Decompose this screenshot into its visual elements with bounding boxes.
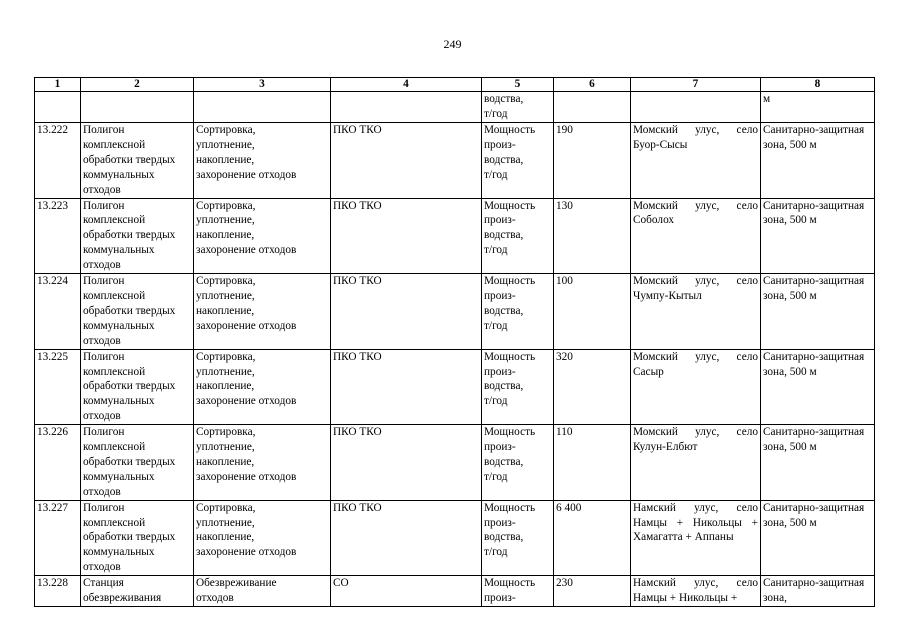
cell-location: Намский улус, село Намцы + Никольцы + — [631, 576, 761, 607]
cell-location: Момский улус, село Чумпу-Кытыл — [631, 274, 761, 350]
col-header-2: 2 — [81, 78, 194, 92]
cell-location: Момский улус, село Кулун-Елбют — [631, 425, 761, 501]
cell-num: 13.226 — [35, 425, 81, 501]
cell-zone: Санитарно-защитная зона, 500 м — [761, 198, 875, 274]
cell-zone: Санитарно-защитная зона, 500 м — [761, 500, 875, 576]
table-row — [35, 274, 875, 350]
cell-name: Полигон комплексной обработки твердых коммунальных отходов — [81, 198, 194, 274]
cell-activity: Сортировка, уплотнение, накопление, захоронение отходов — [194, 425, 331, 501]
cell-capacity: Мощность произ- водства, т/год — [482, 425, 554, 501]
cell-zone: Санитарно-защитная зона, 500 м — [761, 349, 875, 425]
cell-zone: Санитарно-защитная зона, 500 м — [761, 274, 875, 350]
cell-activity: Обезвреживание отходов — [194, 576, 331, 607]
cell-num: 13.228 — [35, 576, 81, 607]
cell-name: Станция обезвреживания — [81, 576, 194, 607]
cell-name: Полигон комплексной обработки твердых коммунальных отходов — [81, 274, 194, 350]
data-table — [34, 77, 875, 607]
cell-location: Момский улус, село Буор-Сысы — [631, 123, 761, 199]
cell-capacity: Мощность произ- водства, т/год — [482, 123, 554, 199]
cell-location: Намский улус, село Намцы + Никольцы + Хамагатта + Аппаны — [631, 500, 761, 576]
table-row — [35, 349, 875, 425]
cell-activity: Сортировка, уплотнение, накопление, захоронение отходов — [194, 198, 331, 274]
cell-location: Момский улус, село Соболох — [631, 198, 761, 274]
cell-num: 13.223 — [35, 198, 81, 274]
cell-type: ПКО ТКО — [331, 500, 482, 576]
cell — [35, 92, 81, 123]
table-row — [35, 576, 875, 607]
cell-type: ПКО ТКО — [331, 123, 482, 199]
cell-capacity: Мощность произ- водства, т/год — [482, 198, 554, 274]
cell-value: 100 — [554, 274, 631, 350]
cell-capacity: Мощность произ- водства, т/год — [482, 349, 554, 425]
cell-value: 6 400 — [554, 500, 631, 576]
cell-zone: Санитарно-защитная зона, 500 м — [761, 425, 875, 501]
cell-name: Полигон комплексной обработки твердых коммунальных отходов — [81, 425, 194, 501]
cell-zone: м — [761, 92, 875, 123]
cell — [331, 92, 482, 123]
cell-name: Полигон комплексной обработки твердых коммунальных отходов — [81, 500, 194, 576]
cell-num: 13.227 — [35, 500, 81, 576]
cell-zone: Санитарно-защитная зона, — [761, 576, 875, 607]
cell-value: 110 — [554, 425, 631, 501]
cell-capacity: водства, т/год — [482, 92, 554, 123]
col-header-4: 4 — [331, 78, 482, 92]
continuation-row — [35, 92, 875, 123]
cell — [554, 92, 631, 123]
cell-value: 320 — [554, 349, 631, 425]
col-header-6: 6 — [554, 78, 631, 92]
col-header-8: 8 — [761, 78, 875, 92]
header-row — [35, 78, 875, 92]
cell-capacity: Мощность произ- водства, т/год — [482, 274, 554, 350]
cell — [81, 92, 194, 123]
cell-num: 13.222 — [35, 123, 81, 199]
cell-type: ПКО ТКО — [331, 349, 482, 425]
col-header-1: 1 — [35, 78, 81, 92]
cell — [194, 92, 331, 123]
cell-type: ПКО ТКО — [331, 198, 482, 274]
cell-type: ПКО ТКО — [331, 425, 482, 501]
col-header-7: 7 — [631, 78, 761, 92]
cell-value: 190 — [554, 123, 631, 199]
cell-name: Полигон комплексной обработки твердых коммунальных отходов — [81, 123, 194, 199]
cell — [631, 92, 761, 123]
cell-type: ПКО ТКО — [331, 274, 482, 350]
table-row — [35, 425, 875, 501]
cell-zone: Санитарно-защитная зона, 500 м — [761, 123, 875, 199]
cell-activity: Сортировка, уплотнение, накопление, захоронение отходов — [194, 500, 331, 576]
table-row — [35, 500, 875, 576]
cell-name: Полигон комплексной обработки твердых коммунальных отходов — [81, 349, 194, 425]
cell-value: 230 — [554, 576, 631, 607]
cell-num: 13.225 — [35, 349, 81, 425]
col-header-3: 3 — [194, 78, 331, 92]
cell-num: 13.224 — [35, 274, 81, 350]
cell-capacity: Мощность произ- — [482, 576, 554, 607]
table-row — [35, 198, 875, 274]
cell-activity: Сортировка, уплотнение, накопление, захоронение отходов — [194, 274, 331, 350]
cell-activity: Сортировка, уплотнение, накопление, захоронение отходов — [194, 123, 331, 199]
cell-value: 130 — [554, 198, 631, 274]
page-number: 249 — [443, 37, 462, 51]
col-header-5: 5 — [482, 78, 554, 92]
cell-capacity: Мощность произ- водства, т/год — [482, 500, 554, 576]
table-row — [35, 123, 875, 199]
cell-location: Момский улус, село Сасыр — [631, 349, 761, 425]
cell-activity: Сортировка, уплотнение, накопление, захоронение отходов — [194, 349, 331, 425]
cell-type: СО — [331, 576, 482, 607]
